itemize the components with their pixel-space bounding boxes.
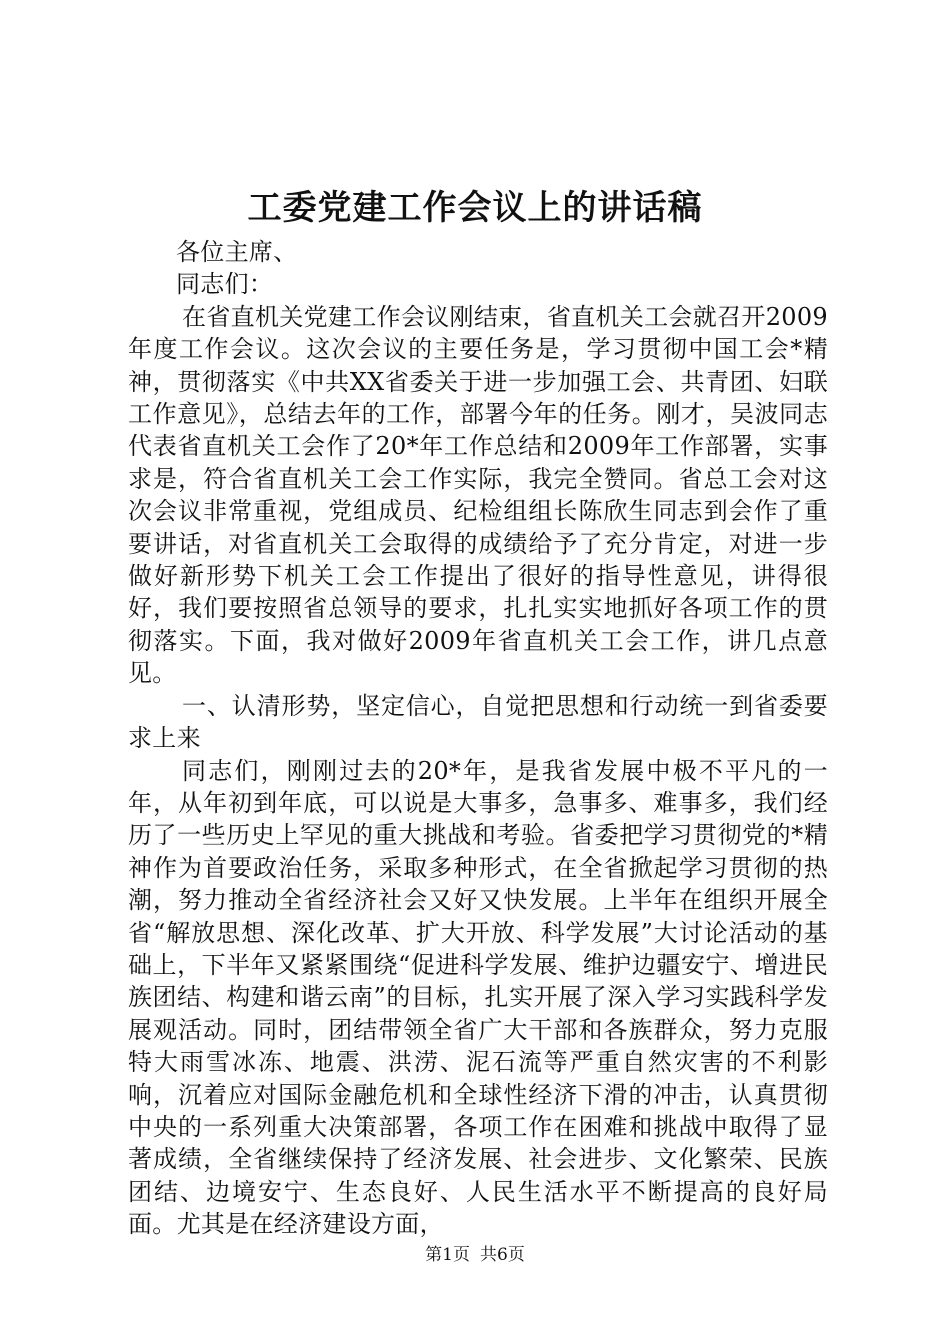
page-number-current: 第1页 bbox=[425, 1245, 470, 1265]
page-footer bbox=[0, 1243, 950, 1267]
body-paragraph-1: 在省直机关党建工作会议刚结束，省直机关工会就召开2009年度工作会议。这次会议的主要任务是，学习贯彻中国工会*精神，贯彻落实《中共XX省委关于进一步加强工会、共青团、妇联工作意见》，总结去年的工作，部署今年的任务。刚才，吴波同志代表省直机关工会作了20*年工作总结和2009年工作部署，实事求是，符合省直机关工会工作实际，我完全赞同。省总工会对这次会议非常重视，党组成员、纪检组组长陈欣生同志到会作了重要讲话，对省直机关工会取得的成绩给予了充分肯定，对进一步做好新形势下机关工会工作提出了很好的指导性意见，讲得很好，我们要按照省总领导的要求，扎扎实实地抓好各项工作的贯彻落实。下面，我对做好2009年省直机关工会工作，讲几点意见。 bbox=[128, 302, 828, 688]
body-paragraph-2: 同志们，刚刚过去的20*年，是我省发展中极不平凡的一年，从年初到年底，可以说是大事多，急事多、难事多，我们经历了一些历史上罕见的重大挑战和考验。省委把学习贯彻党的*精神作为首要政治任务，采取多种形式，在全省掀起学习贯彻的热潮，努力推动全省经济社会又好又快发展。上半年在组织开展全省“解放思想、深化改革、扩大开放、科学发展”大讨论活动的基础上，下半年又紧紧围绕“促进科学发展、维护边疆安宁、增进民族团结、构建和谐云南”的目标，扎实开展了深入学习实践科学发展观活动。同时，团结带领全省广大干部和各族群众，努力克服特大雨雪冰冻、地震、洪涝、泥石流等严重自然灾害的不利影响，沉着应对国际金融危机和全球性经济下滑的冲击，认真贯彻中央的一系列重大决策部署，各项工作在困难和挑战中取得了显著成绩，全省继续保持了经济发展、社会进步、文化繁荣、民族团结、边境安宁、生态良好、人民生活水平不断提高的良好局面。尤其是在经济建设方面， bbox=[128, 756, 828, 1239]
salutation-line-1: 各位主席、 bbox=[176, 238, 298, 266]
salutation-line-2: 同志们： bbox=[176, 270, 274, 299]
page-number-total: 共6页 bbox=[480, 1245, 525, 1265]
document-body bbox=[128, 236, 828, 1241]
document-title: 工委党建工作会议上的讲话稿 bbox=[247, 188, 703, 228]
section-heading-1: 一、认清形势，坚定信心，自觉把思想和行动统一到省委要求上来 bbox=[128, 691, 828, 753]
